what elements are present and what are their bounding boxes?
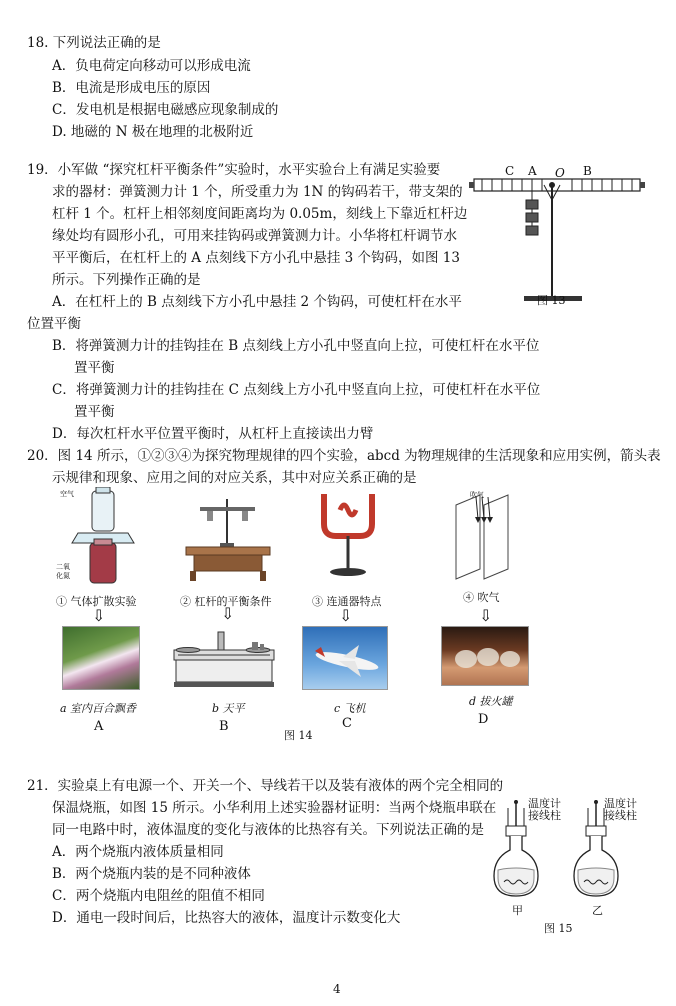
q18-option-c: C．发电机是根据电磁感应现象制成的 [52,102,279,118]
q18-option-a: A．负电荷定向移动可以形成电流 [52,58,251,74]
q19-option-d: D．每次杠杆水平位置平衡时，从杠杆上直接读出力臂 [52,426,374,442]
post-label-1: 接线柱 [528,809,561,822]
thermometer-label-2: 温度计 [604,797,637,810]
page-number: 4 [333,982,341,996]
arrow-down-icon: ⇩ [339,606,353,625]
q18-option-b: B．电流是形成电压的原因 [52,80,211,96]
q21-option-a: A．两个烧瓶内液体质量相同 [52,844,224,860]
q20-line-1: 20．图 14 所示，①②③④为探究物理规律的四个实验，abcd 为物理规律的生活现象和应用实例，箭头表 [27,448,661,464]
q21-option-c: C．两个烧瓶内电阻丝的阻值不相同 [52,888,265,904]
experiment-3-caption: ③ 连通器特点 [312,595,382,608]
experiment-4-caption: ④ 吹气 [463,591,500,604]
experiment-1-gas-diffusion [70,487,140,587]
figure-13-caption: 图 13 [537,294,566,307]
arrow-down-icon: ⇩ [221,604,235,623]
figure-13-lever [468,160,648,310]
photo-balance [170,628,278,690]
experiment-4-blowing [438,487,528,582]
q20-line-2: 示规律和现象、应用之间的对应关系，其中对应关系正确的是 [52,470,417,486]
arrow-down-icon: ⇩ [479,606,493,625]
q19-option-c: C．将弹簧测力计的挂钩挂在 C 点刻线上方小孔中竖直向上拉，可使杠杆在水平位 [52,382,541,398]
experiment-2-caption: ② 杠杆的平衡条件 [180,595,272,608]
choice-a: A [94,719,104,734]
application-c-caption: c 飞机 [334,702,366,715]
experiment-2-lever [180,497,275,582]
q19-line-3: 杠杆 1 个。杠杆上相邻刻度间距离均为 0.05m，刻线上下靠近杠杆边 [52,206,468,222]
q19-option-b-cont: 置平衡 [74,360,115,376]
q19-option-b: B．将弹簧测力计的挂钩挂在 B 点刻线上方小孔中竖直向上拉，可使杠杆在水平位 [52,338,540,354]
choice-b: B [219,719,229,734]
label-b: B [583,164,592,178]
q19-line-5: 平平衡后，在杠杆上的 A 点刻线下方小孔中悬挂 3 个钩码，如图 13 [52,250,460,266]
q19-option-a: A．在杠杆上的 B 点刻线下方小孔中悬挂 2 个钩码，可使杠杆在水平 [52,294,462,310]
thermometer-label-1: 温度计 [528,797,561,810]
q21-option-b: B．两个烧瓶内装的是不同种液体 [52,866,251,882]
gas-label-1: 二氧 [56,563,70,571]
q19-option-a-cont: 位置平衡 [27,316,81,332]
application-a-caption: a 室内百合飘香 [60,702,137,715]
application-d-caption: d 拔火罐 [469,695,513,708]
experiment-3-connected-vessels [318,490,378,580]
flask-label-yi: 乙 [592,904,603,917]
q19-line-6: 所示。下列操作正确的是 [52,272,201,288]
q21-line-2: 保温烧瓶，如图 15 所示。小华利用上述实验器材证明：当两个烧瓶串联在 [52,800,497,816]
flask-label-jia: 甲 [512,904,523,917]
label-a: A [528,164,537,178]
q19-line-4: 缘处均有圆形小孔，可用来挂钩码或弹簧测力计。小华将杠杆调节水 [52,228,457,244]
blow-label: 吹气 [470,491,484,499]
photo-lily [62,626,140,690]
choice-c: C [342,716,352,731]
air-label: 空气 [60,490,74,498]
q21-line-1: 21．实验桌上有电源一个、开关一个、导线若干以及装有液体的两个完全相同的 [27,778,504,794]
post-label-2: 接线柱 [604,809,637,822]
arrow-down-icon: ⇩ [92,606,106,625]
experiment-1-caption: ① 气体扩散实验 [56,595,137,608]
label-o: O [555,166,565,180]
q21-option-d: D．通电一段时间后，比热容大的液体，温度计示数变化大 [52,910,401,926]
choice-d: D [478,712,489,727]
application-b-caption: b 天平 [212,702,245,715]
photo-airplane [302,626,388,690]
gas-label-2: 化氮 [56,572,70,580]
q18-stem: 18. 下列说法正确的是 [27,35,161,51]
q19-option-c-cont: 置平衡 [74,404,115,420]
q18-option-d: D. 地磁的 N 极在地理的北极附近 [52,124,254,140]
figure-14-caption: 图 14 [284,729,313,742]
q19-line-2: 求的器材：弹簧测力计 1 个，所受重力为 1N 的钩码若干，带支架的 [52,184,463,200]
figure-15-caption: 图 15 [544,922,573,935]
q19-line-1: 19．小军做 “探究杠杆平衡条件”实验时，水平实验台上有满足实验要 [27,162,441,178]
photo-cupping [441,626,529,686]
q21-line-3: 同一电路中时，液体温度的变化与液体的比热容有关。下列说法正确的是 [52,822,484,838]
label-c: C [505,164,515,178]
